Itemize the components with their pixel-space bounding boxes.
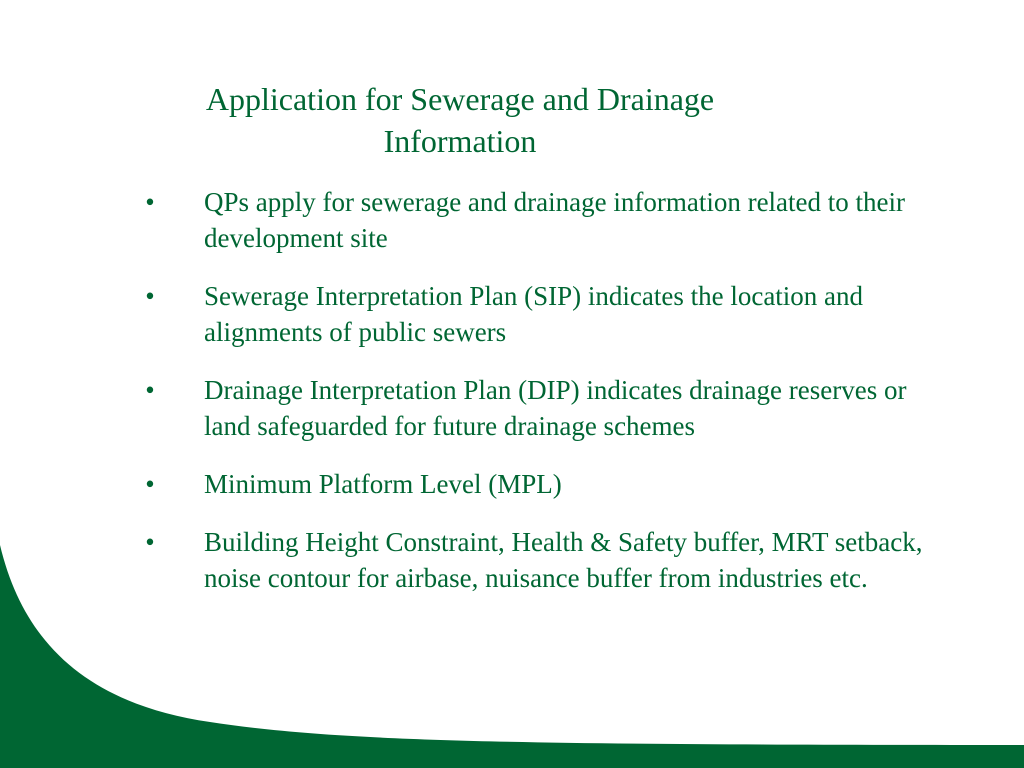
bullet-item-constraints [140, 524, 930, 596]
bullet-text: Sewerage Interpretation Plan (SIP) indicates the location and alignments of public sewers [204, 281, 864, 347]
bullet-icon: • [145, 527, 155, 557]
bullet-icon: • [145, 187, 155, 217]
bullet-item-mpl [140, 466, 930, 502]
bullet-text: Minimum Platform Level (MPL) [204, 469, 562, 499]
bullet-text: Drainage Interpretation Plan (DIP) indicates drainage reserves or land safeguarded for future drainage schemes [204, 375, 907, 441]
title-line-2: Information [383, 123, 537, 159]
bullet-list [140, 184, 930, 618]
bullet-icon: • [145, 469, 155, 499]
bullet-text: QPs apply for sewerage and drainage information related to their development site [204, 187, 905, 253]
bullet-icon: • [145, 375, 155, 405]
bullet-item-dip [140, 372, 930, 444]
bullet-item-sip [140, 278, 930, 350]
bullet-text: Building Height Constraint, Health & Safety buffer, MRT setback, noise contour for airbase, nuisance buffer from industries etc. [204, 527, 923, 593]
bullet-icon: • [145, 281, 155, 311]
bullet-item-qps-apply [140, 184, 930, 256]
title-line-1: Application for Sewerage and Drainage [205, 81, 715, 117]
slide-title [100, 78, 820, 162]
